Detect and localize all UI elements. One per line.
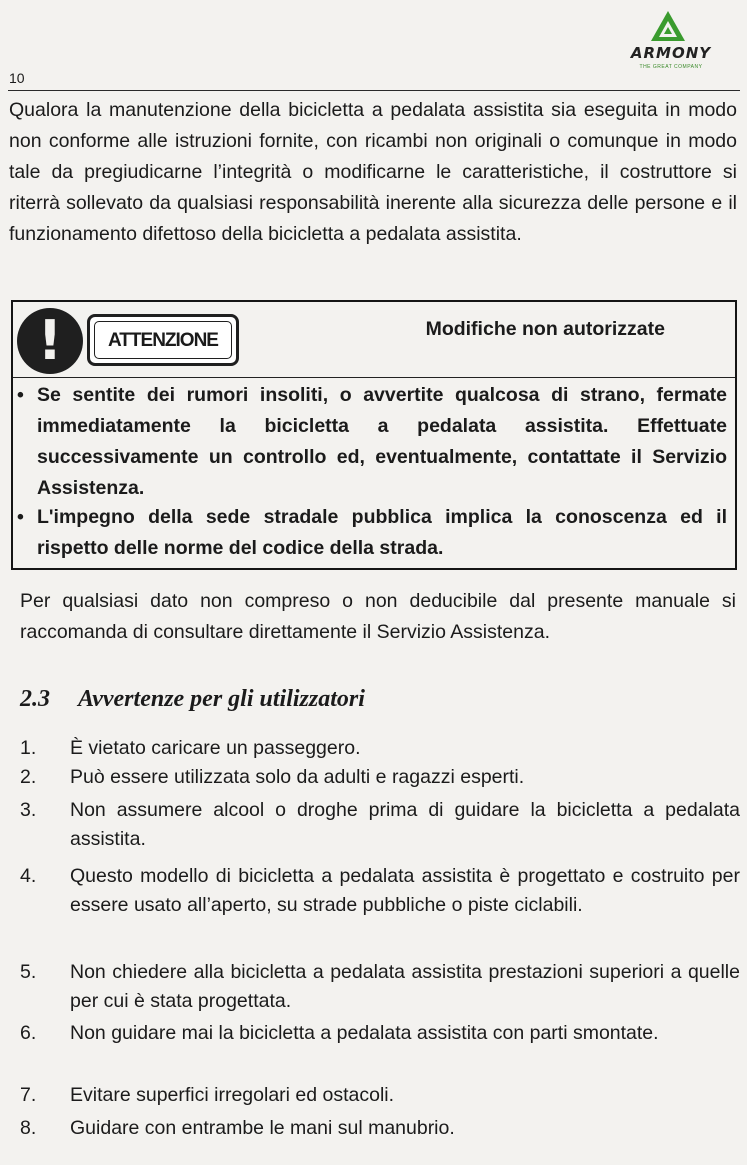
warning-item: • L'impegno della sede stradale pubblica implica la conoscenza ed il rispetto delle norme del codice della strada.	[37, 502, 727, 564]
list-text: È vietato caricare un passeggero.	[70, 737, 361, 759]
list-number: 4.	[20, 865, 37, 887]
warning-box	[11, 300, 737, 570]
list-text: Può essere utilizzata solo da adulti e ragazzi esperti.	[70, 766, 525, 788]
list-text: Non chiedere alla bicicletta a pedalata assistita prestazioni superiori a quelle per cui è stata progettata.	[70, 961, 740, 1012]
attention-badge	[87, 314, 239, 366]
header-divider	[8, 90, 740, 91]
outro-paragraph: Per qualsiasi dato non compreso o non deducibile dal presente manuale si raccomanda di consultare direttamente il Servizio Assistenza.	[20, 590, 736, 643]
attention-badge-label: ATTENZIONE	[94, 321, 232, 359]
warning-title: Modifiche non autorizzate	[425, 318, 665, 340]
triangle-logo-icon	[650, 10, 686, 42]
list-text: Questo modello di bicicletta a pedalata assistita è progettato e costruito per essere usato all’aperto, su strade pubbliche o piste ciclabili.	[70, 865, 740, 916]
list-number: 6.	[20, 1022, 37, 1044]
list-number: 1.	[20, 737, 37, 759]
list-text: Evitare superfici irregolari ed ostacoli.	[70, 1084, 395, 1106]
logo-wordmark: ARMONY	[630, 44, 712, 62]
section-heading	[20, 686, 365, 713]
brand-logo	[612, 10, 730, 78]
logo-tagline: THE GREAT COMPANY	[639, 64, 703, 70]
exclamation-icon: !	[17, 308, 83, 374]
list-number: 3.	[20, 799, 37, 821]
list-number: 8.	[20, 1117, 37, 1139]
list-text: Guidare con entrambe le mani sul manubrio.	[70, 1117, 455, 1139]
section-number: 2.3	[20, 686, 50, 712]
list-text: Non guidare mai la bicicletta a pedalata assistita con parti smontate.	[70, 1022, 659, 1044]
page-number: 10	[9, 70, 25, 86]
section-title: Avvertenze per gli utilizzatori	[78, 686, 365, 712]
list-number: 2.	[20, 766, 37, 788]
list-number: 5.	[20, 961, 37, 983]
warning-item: • Se sentite dei rumori insoliti, o avvertite qualcosa di strano, fermate immediatamente la bicicletta a pedalata assistita. Effettuate successivamente un controllo ed, eventualmente, contattate il Servizio Assistenza.	[37, 380, 727, 504]
warning-divider	[13, 377, 735, 378]
list-text: Non assumere alcool o droghe prima di guidare la bicicletta a pedalata assistita.	[70, 799, 740, 850]
list-number: 7.	[20, 1084, 37, 1106]
intro-paragraph: Qualora la manutenzione della bicicletta a pedalata assistita sia eseguita in modo non conforme alle istruzioni fornite, con ricambi non originali o comunque in modo tale da pregiudicarne l’integrità o modificarne le caratteristiche, il costruttore si riterrà sollevato da qualsiasi responsabilità inerente alla sicurezza delle persone e il funzionamento difettoso della bicicletta a pedalata assistita.	[9, 99, 737, 245]
